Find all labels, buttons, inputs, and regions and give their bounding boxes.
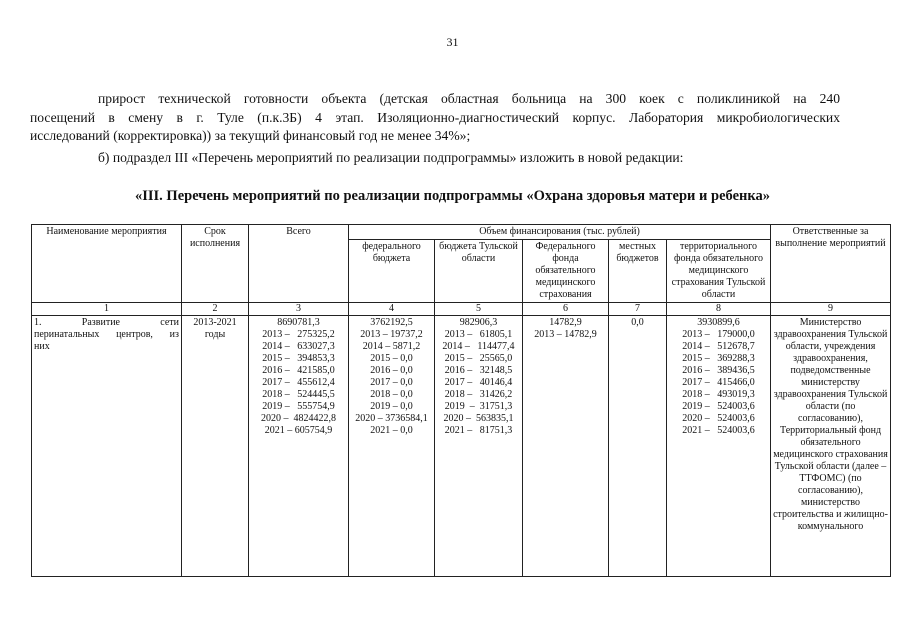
header-fund: Федерального фонда обязательного медицинского страхования — [523, 240, 609, 303]
paragraph-line: прирост технической готовности объекта (детская областная больница на 300 коек с поликлиникой на 240 — [98, 91, 840, 106]
cell-regional: 982906,3 2013 – 61805,1 2014 – 114477,4 2015 – 25565,0 2016 – 32148,5 2017 – 40146,4 2018 – 31426,2 2019 – 31751,3 2020 – 563835,1 2021 – 81751,3 — [435, 316, 523, 577]
column-number: 7 — [609, 303, 667, 316]
column-number: 5 — [435, 303, 523, 316]
header-financing: Объем финансирования (тыс. рублей) — [349, 225, 771, 240]
cell-fund: 14782,9 2013 – 14782,9 — [523, 316, 609, 577]
paragraph-progress-condition — [30, 90, 840, 146]
column-number: 6 — [523, 303, 609, 316]
cell-territorial: 3930899,6 2013 – 179000,0 2014 – 512678,7 2015 – 369288,3 2016 – 389436,5 2017 – 415466,0 2018 – 493019,3 2019 – 524003,6 2020 – 524003,6 2021 – 524003,6 — [667, 316, 771, 577]
term-years: 2013-2021 — [193, 317, 237, 328]
column-number: 1 — [32, 303, 182, 316]
measure-name-line: перинатальных центров, из — [34, 329, 179, 340]
measure-name-line: 1. Развитие сети — [34, 317, 179, 328]
header-federal: федерального бюджета — [349, 240, 435, 303]
table-row — [32, 316, 891, 577]
column-number: 2 — [182, 303, 249, 316]
header-responsible: Ответственные за выполнение мероприятий — [771, 225, 891, 303]
paragraph-subsection-instruction: б) подраздел III «Перечень мероприятий по реализации подпрограммы» изложить в новой редакции: — [98, 150, 684, 165]
paragraph-line: исследований (корректировка)) за текущий финансовый год не менее 34%»; — [30, 128, 471, 143]
header-territorial: территориального фонда обязательного медицинского страхования Тульской области — [667, 240, 771, 303]
cell-measure-name — [32, 316, 182, 577]
cell-local: 0,0 — [609, 316, 667, 577]
measures-table — [31, 224, 891, 577]
cell-total: 8690781,3 2013 – 275325,2 2014 – 633027,3 2015 – 394853,3 2016 – 421585,0 2017 – 455612,4 2018 – 524445,5 2019 – 555754,9 2020 – 4824422,8 2021 – 605754,9 — [249, 316, 349, 577]
cell-federal: 3762192,5 2013 – 19737,2 2014 – 5871,2 2015 – 0,0 2016 – 0,0 2017 – 0,0 2018 – 0,0 2019 – 0,0 2020 – 3736584,1 2021 – 0,0 — [349, 316, 435, 577]
term-unit: годы — [204, 329, 226, 340]
column-number: 8 — [667, 303, 771, 316]
header-term: Срок исполнения — [182, 225, 249, 303]
column-number: 9 — [771, 303, 891, 316]
page-number: 31 — [446, 35, 459, 49]
cell-responsible: Министерство здравоохранения Тульской области, учреждения здравоохранения, подведомственные министерству здравоохранения Тульской области (по согласованию), Территориальный фонд обязательного медицинского страхования Тульской области (далее – ТТФОМС) (по согласованию), министерство строительства и жилищно-коммунального — [771, 316, 891, 577]
header-regional: бюджета Тульской области — [435, 240, 523, 303]
header-local: местных бюджетов — [609, 240, 667, 303]
header-name: Наименование мероприятия — [32, 225, 182, 303]
column-number-row — [32, 303, 891, 316]
measure-name-line: них — [34, 341, 50, 352]
column-number: 3 — [249, 303, 349, 316]
column-number: 4 — [349, 303, 435, 316]
section-heading: «III. Перечень мероприятий по реализации подпрограммы «Охрана здоровья матери и ребенка» — [134, 188, 770, 204]
paragraph-line: посещений в смену в г. Туле (п.к.3Б) 4 этап. Изоляционно-диагностический корпус. Лаборатория микробиологических — [30, 109, 840, 125]
header-total: Всего — [249, 225, 349, 303]
cell-term — [182, 316, 249, 577]
